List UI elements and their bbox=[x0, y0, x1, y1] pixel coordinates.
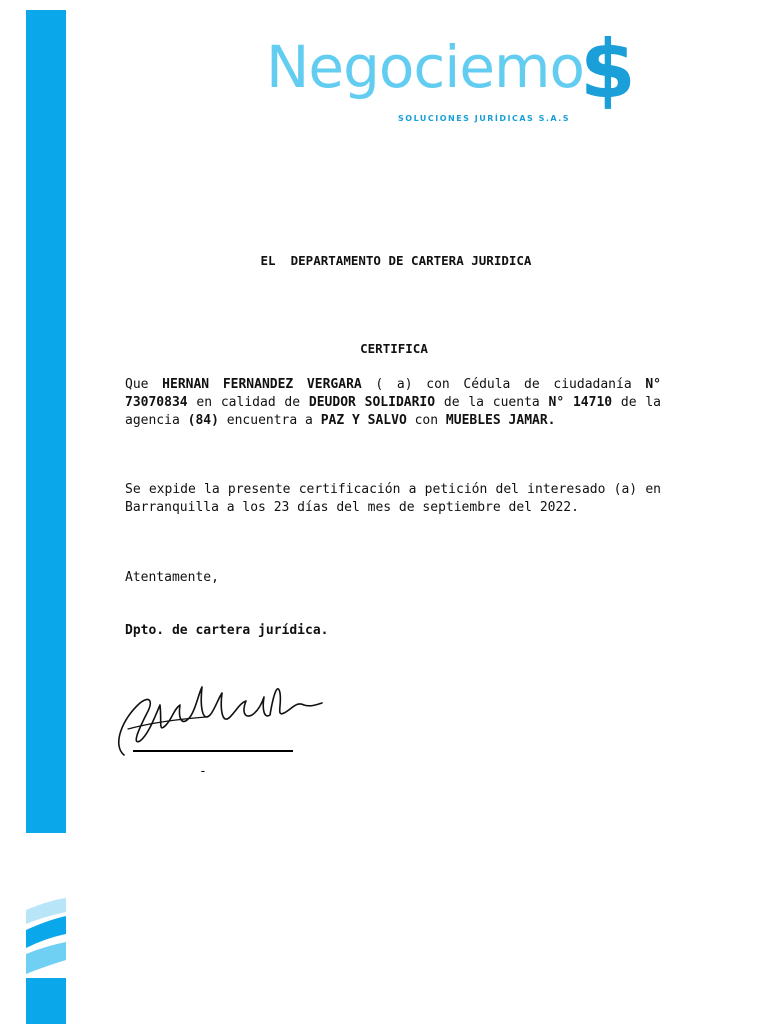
certification-paragraph: Que HERNAN FERNANDEZ VERGARA ( a) con Cédula de ciudadanía N° 73070834 en calidad de DEUDOR SOLIDARIO de la cuenta N° 14710 de la agencia (84) encuentra a PAZ Y SALVO con MUEBLES JAMAR. bbox=[125, 377, 661, 428]
certifica-heading: CERTIFICA bbox=[360, 341, 428, 356]
department-signature-text: Dpto. de cartera jurídica. bbox=[125, 623, 329, 638]
logo-dollar-sign: $ bbox=[580, 23, 636, 116]
id-number: N° 73070834 bbox=[125, 377, 661, 410]
debtor-role: DEUDOR SOLIDARIO bbox=[308, 395, 436, 410]
account-number: N° 14710 bbox=[548, 395, 613, 410]
side-accent-bar bbox=[26, 10, 66, 833]
corner-wave-decoration bbox=[0, 890, 80, 1024]
issuance-paragraph: Se expide la presente certificación a petición del interesado (a) en Barranquilla a los 23 días del mes de septiembre del 2022. bbox=[125, 482, 661, 515]
logo-wordmark: Negociemo bbox=[266, 33, 585, 101]
signature-line bbox=[133, 750, 293, 752]
logo-tagline: SOLUCIONES JURÍDICAS S.A.S bbox=[398, 114, 571, 123]
signature-dash: - bbox=[199, 764, 207, 779]
company-name: MUEBLES JAMAR. bbox=[445, 413, 556, 428]
status-text: PAZ Y SALVO bbox=[320, 413, 407, 428]
department-heading: EL DEPARTAMENTO DE CARTERA JURIDICA bbox=[260, 253, 532, 268]
agency-number: (84) bbox=[187, 413, 219, 428]
debtor-name: HERNAN FERNANDEZ VERGARA bbox=[162, 377, 362, 392]
closing-text: Atentamente, bbox=[125, 570, 219, 585]
company-logo bbox=[262, 23, 642, 146]
